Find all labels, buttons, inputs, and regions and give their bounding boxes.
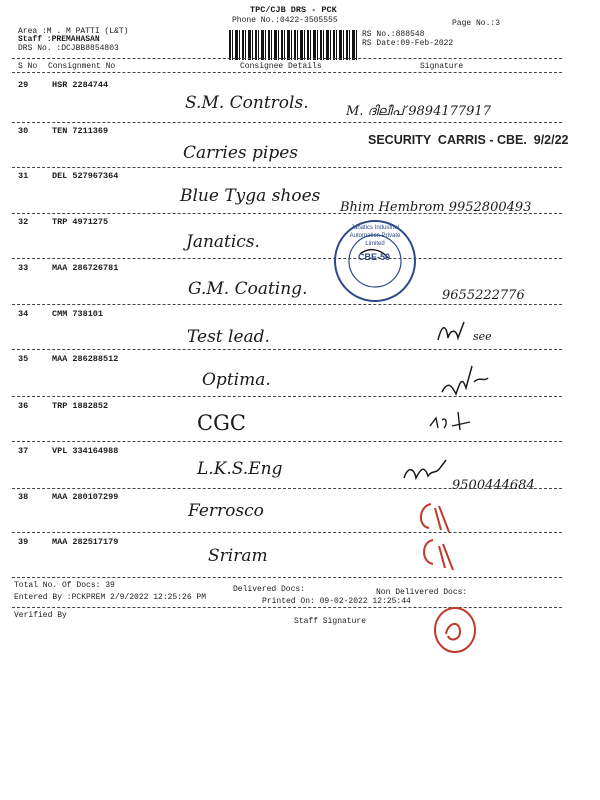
divider xyxy=(12,532,562,533)
consignee-handwriting: Blue Tyga shoes xyxy=(180,186,321,206)
consignment-number: VPL 334164988 xyxy=(52,446,119,456)
consignment-number: MAA 282517179 xyxy=(52,537,119,547)
consignee-handwriting: G.M. Coating. xyxy=(188,279,308,299)
seal-center-text: CBE-50 xyxy=(358,252,391,262)
page-number: Page No.:3 xyxy=(452,19,501,28)
row-number: 32 xyxy=(18,217,29,227)
consignee-handwriting: S.M. Controls. xyxy=(185,93,309,113)
consignment-number: MAA 286726781 xyxy=(52,263,119,273)
consignment-number: MAA 286288512 xyxy=(52,354,119,364)
consignee-handwriting: Optima. xyxy=(202,370,271,390)
consignee-handwriting: Carries pipes xyxy=(183,143,299,163)
row-number: 33 xyxy=(18,263,29,273)
divider xyxy=(12,396,562,397)
sheet-title: TPC/CJB DRS - PCK xyxy=(250,5,337,15)
row-number: 38 xyxy=(18,492,29,502)
consignee-handwriting: L.K.S.Eng xyxy=(197,459,283,479)
staff-label: Staff :PREMAHASAN xyxy=(18,35,100,44)
divider xyxy=(12,577,562,578)
verified-by-label: Verified By xyxy=(14,611,67,620)
drs-number: DRS No. :DCJBB8854803 xyxy=(18,44,119,53)
consignee-handwriting: Test lead. xyxy=(187,327,270,347)
col-s-no: S No xyxy=(18,62,38,71)
area-label: Area :M . M PATTI (L&T) xyxy=(18,27,129,36)
col-signature: Signature xyxy=(420,62,464,71)
row-number: 29 xyxy=(18,80,29,90)
signature-scribble-icon xyxy=(402,456,454,486)
row-number: 31 xyxy=(18,171,29,181)
consignee-handwriting: CGC xyxy=(197,411,246,435)
printed-on: Printed On: 09-02-2022 12:25:44 xyxy=(262,597,411,606)
signature-scribble-icon xyxy=(428,408,472,434)
red-ink-signature-icon xyxy=(428,602,484,658)
entered-by: Entered By :PCKPREM 2/9/2022 12:25:26 PM xyxy=(14,593,207,602)
row-number: 30 xyxy=(18,126,29,136)
divider xyxy=(12,122,562,123)
row-number: 39 xyxy=(18,537,29,547)
col-consignee-details: Consignee Details xyxy=(240,62,322,71)
divider xyxy=(12,488,562,489)
signature-handwriting: 9655222776 xyxy=(442,288,525,303)
row-number: 37 xyxy=(18,446,29,456)
consignment-number: HSR 2284744 xyxy=(52,80,109,90)
row-number: 34 xyxy=(18,309,29,319)
divider xyxy=(12,58,562,59)
seal-ring-text: Janatics Industrial Automation Private Limited xyxy=(349,225,401,247)
signature-handwriting: 9500444684 xyxy=(452,478,535,493)
divider xyxy=(12,441,562,442)
red-ink-mark-icon xyxy=(405,496,465,586)
divider xyxy=(12,167,562,168)
consignment-number: DEL 527967364 xyxy=(52,171,119,181)
non-delivered-docs: Non Delivered Docs: xyxy=(376,588,468,597)
delivered-docs: Delivered Docs: xyxy=(233,585,306,594)
consignee-handwriting: Janatics. xyxy=(186,232,260,252)
signature-handwriting: M. ദിലീപ് 9894177917 xyxy=(346,104,491,119)
consignee-handwriting: Ferrosco xyxy=(188,501,264,521)
row-number: 35 xyxy=(18,354,29,364)
consignment-number: CMM 738101 xyxy=(52,309,104,319)
consignment-number: TRP 4971275 xyxy=(52,217,109,227)
divider xyxy=(12,304,562,305)
col-consignment-no: Consignment No xyxy=(48,62,116,71)
total-docs: Total No. Of Docs: 39 xyxy=(14,581,115,590)
consignee-handwriting: Sriram xyxy=(208,546,268,566)
staff-signature-label: Staff Signature xyxy=(294,617,367,626)
divider xyxy=(12,72,562,73)
signature-handwriting: see xyxy=(473,330,492,343)
signature-scribble-icon xyxy=(434,318,474,346)
rs-date: RS Date:09-Feb-2022 xyxy=(362,39,454,48)
signature-scribble-icon xyxy=(440,362,490,400)
divider xyxy=(12,258,562,259)
consignment-number: MAA 280107299 xyxy=(52,492,119,502)
consignment-number: TEN 7211369 xyxy=(52,126,109,136)
barcode xyxy=(229,30,357,60)
divider xyxy=(12,213,562,214)
phone-number: Phone No.:0422-3505555 xyxy=(232,16,338,25)
divider xyxy=(12,349,562,350)
signature-handwriting: Bhim Hembrom 9952800493 xyxy=(340,200,532,215)
row-number: 36 xyxy=(18,401,29,411)
rs-number: RS No.:888548 xyxy=(362,30,425,39)
consignment-number: TRP 1882852 xyxy=(52,401,109,411)
security-stamp: SECURITY CARRIS - CBE. 9/2/22 xyxy=(368,133,569,147)
